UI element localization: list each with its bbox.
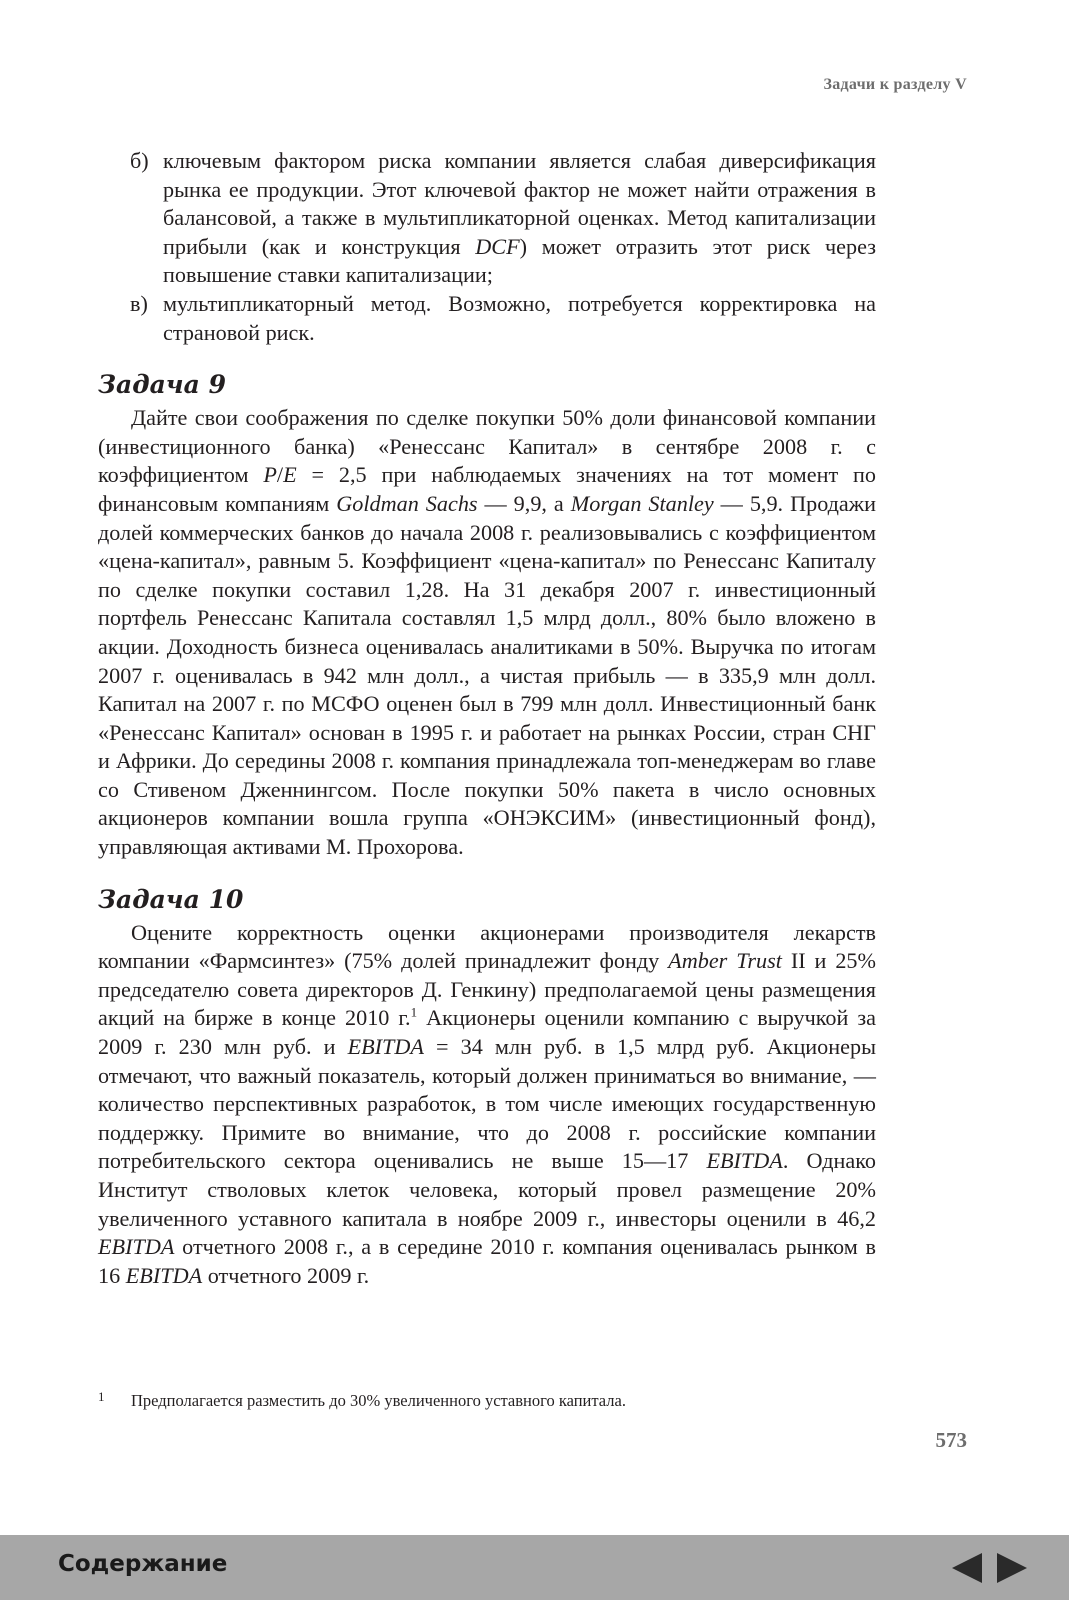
list-item-v xyxy=(98,290,876,347)
arrow-right-icon[interactable] xyxy=(997,1553,1027,1583)
list-item-text: ключевым фактором риска компании является слабая диверсификация рынка ее продукции. Этот ключевой фактор не может найти отражения в балансовой, а также в мультипликаторной оценках. Метод капитализации прибыли (как и конструкция DCF) может отразить этот риск через повышение ставки капитализации; xyxy=(163,148,876,288)
task-10-text: Оцените корректность оценки акционерами производителя лекарств компании «Фармсинтез» (75% долей принадлежит фонду Amber Trust II и 25% председателю совета директоров Д. Генкину) предполагаемой цены размещения акций на бирже в конце 2010 г.$^1$ Акционеры оценили компанию с выручкой за 2009 г. 230 млн руб. и EBITDA = 34 млн руб. в 1,5 млрд руб. Акционеры отмечают, что важный показатель, который должен приниматься во внимание, — количество перспективных разработок, в том числе имеющих государственную поддержку. Примите во внимание, что до 2008 г. российские компании потребительского сектора оценивались не выше 15—17 EBITDA. Однако Институт стволовых клеток человека, который провел размещение 20% увеличенного уставного капитала в ноябре 2009 г., инвесторы оценили в 46,2 EBITDA отчетного 2008 г., а в середине 2010 г. компания оценивалась рынком в 16 EBITDA отчетного 2009 г. xyxy=(98,919,877,1288)
main-content xyxy=(98,147,876,1290)
footnote-number: 1 xyxy=(98,1389,105,1404)
footnote-text: Предполагается разместить до 30% увеличенного уставного капитала. xyxy=(131,1391,626,1410)
list-item-text: мультипликаторный метод. Возможно, потребуется корректировка на страновой риск. xyxy=(163,290,876,345)
list-item-b xyxy=(98,147,876,290)
navigation-bar xyxy=(0,1535,1069,1600)
task-9-heading: Задача 9 xyxy=(98,370,226,400)
footnote xyxy=(98,1390,876,1412)
task-9-text: Дайте свои соображения по сделке покупки 50% доли финансовой компании (инвестиционного банка) «Ренессанс Капитал» в сентябре 2008 г. с коэффициентом P/E = 2,5 при наблюдаемых значениях на тот момент по финансовым компаниям Goldman Sachs — 9,9, а Morgan Stanley — 5,9. Продажи долей коммерческих банков до начала 2008 г. реализовывались с коэффициентом «цена-капитал», равным 5. Коэффициент «цена-капитал» по Ренессанс Капиталу по сделке покупки составил 1,28. На 31 декабря 2007 г. инвестиционный портфель Ренессанс Капитала составлял 1,5 млрд долл., 80% было вложено в акции. Доходность бизнеса оценивалась аналитиками в 50%. Выручка по итогам 2007 г. оценивалась в 942 млн долл., а чистая прибыль — в 335,9 млн долл. Капитал на 2007 г. по МСФО оценен был в 799 млн долл. Инвестиционный банк «Ренессанс Капитал» основан в 1995 г. и работает на рынках России, стран СНГ и Африки. До середины 2008 г. компания принадлежала топ-менеджерам во главе со Стивеном Дженнингсом. После покупки 50% пакета в число основных акционеров компании вошла группа «ОНЭКСИМ» (инвестиционный фонд), управляющая активами М. Прохорова. xyxy=(98,405,876,860)
contents-button[interactable]: Содержание xyxy=(58,1551,228,1577)
task-10-heading: Задача 10 xyxy=(98,884,244,914)
arrow-left-icon[interactable] xyxy=(952,1553,982,1583)
list-marker: б) xyxy=(130,148,149,173)
running-head: Задачи к разделу V xyxy=(823,76,967,93)
list-marker: в) xyxy=(130,290,148,316)
page-number: 573 xyxy=(935,1428,967,1452)
